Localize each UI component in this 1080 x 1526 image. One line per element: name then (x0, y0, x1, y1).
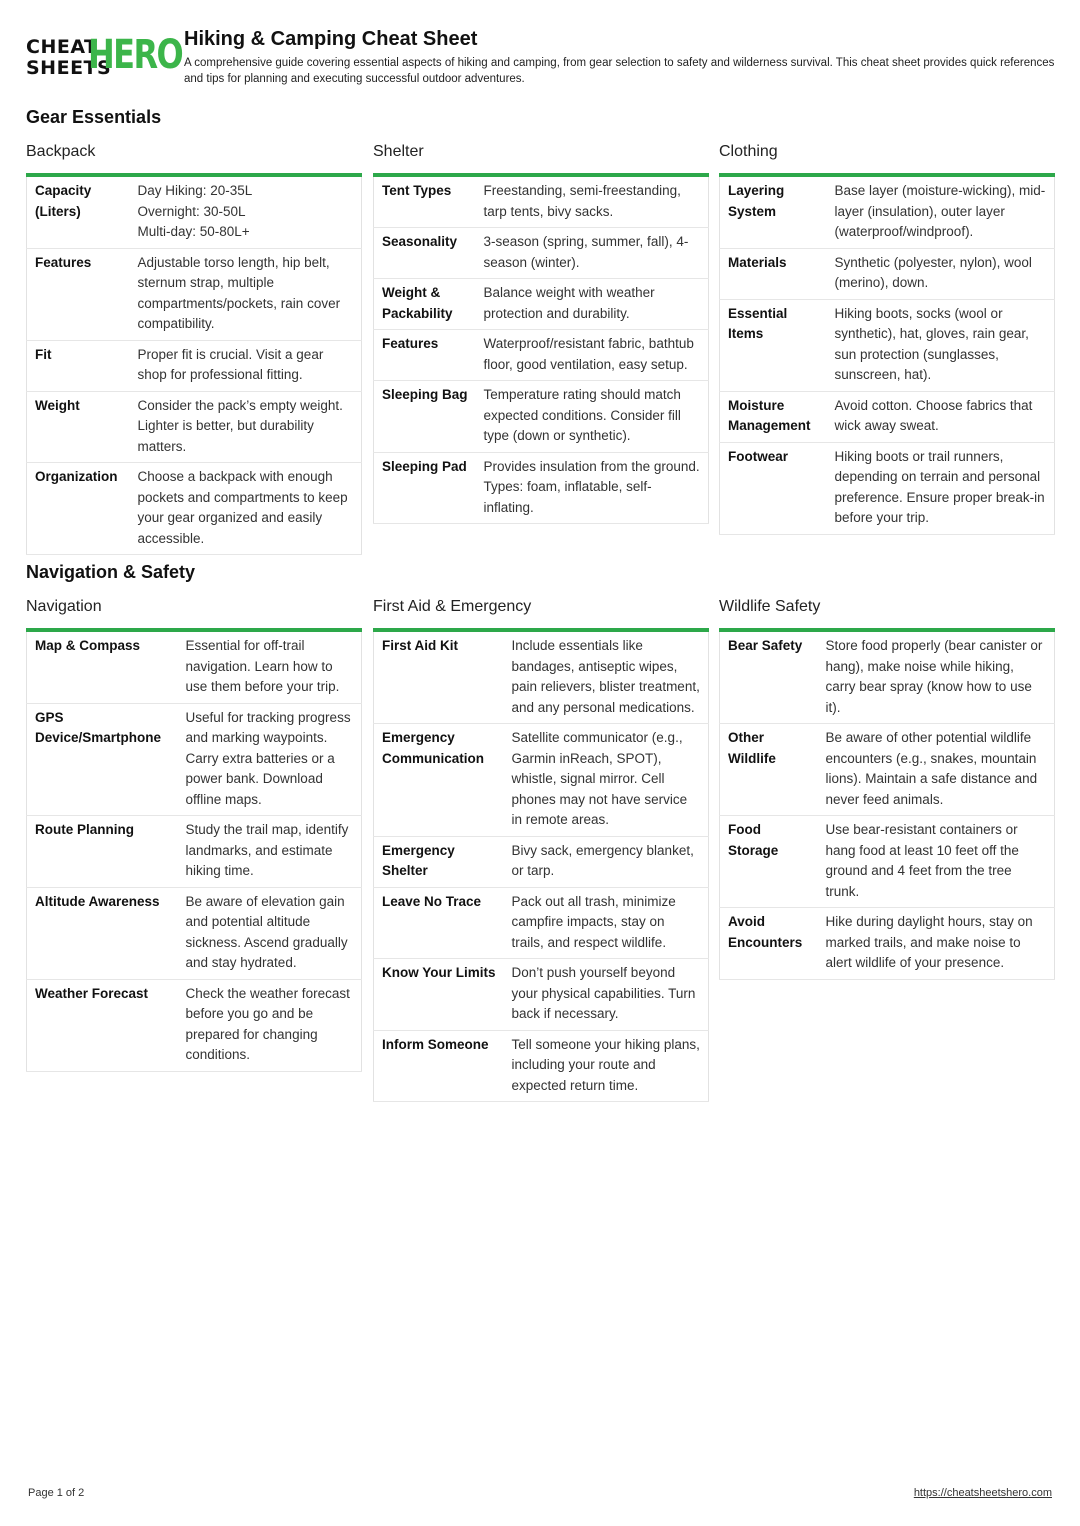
page-number: Page 1 of 2 (28, 1487, 85, 1499)
row-key: Weather Forecast (27, 979, 178, 1071)
row-key: Weight & Packability (374, 279, 476, 330)
row-key: Features (374, 330, 476, 381)
table-row (720, 442, 1055, 534)
table-row (27, 816, 362, 888)
table-row (720, 175, 1055, 248)
row-key: First Aid Kit (374, 630, 504, 724)
row-value: Proper fit is crucial. Visit a gear shop for professional fitting. (130, 340, 362, 391)
section-title-navigation-safety: Navigation & Safety (26, 562, 196, 582)
row-value: Choose a backpack with enough pockets and compartments to keep your gear organized and easily accessible. (130, 463, 362, 555)
footer-link[interactable]: https://cheatsheetshero.com (913, 1487, 1052, 1499)
row-value: Provides insulation from the ground. Types: foam, inflatable, self-inflating. (476, 452, 709, 524)
card-title: Clothing (719, 143, 778, 160)
row-key: Tent Types (374, 175, 476, 228)
card-shelter (373, 140, 709, 524)
row-value: Bivy sack, emergency blanket, or tarp. (504, 836, 709, 887)
table-row (374, 887, 709, 959)
row-value: Avoid cotton. Choose fabrics that wick away sweat. (827, 391, 1055, 442)
backpack-table (26, 173, 362, 555)
table-row (27, 391, 362, 463)
table-row (720, 816, 1055, 908)
row-value: Balance weight with weather protection and durability. (476, 279, 709, 330)
table-row (374, 175, 709, 228)
table-row (27, 979, 362, 1071)
row-key: Route Planning (27, 816, 178, 888)
table-row (27, 340, 362, 391)
row-value: 3-season (spring, summer, fall), 4-season (winter). (476, 228, 709, 279)
row-key: Food Storage (720, 816, 818, 908)
table-row (27, 703, 362, 816)
row-value: Store food properly (bear canister or hang), make noise while hiking, carry bear spray (know how to use it). (818, 630, 1055, 724)
row-value: Hiking boots, socks (wool or synthetic), hat, gloves, rain gear, sun protection (sunglasses, sunscreen, hat). (827, 299, 1055, 391)
row-value: Temperature rating should match expected conditions. Consider fill type (down or synthetic). (476, 381, 709, 453)
row-value (130, 175, 362, 248)
table-row (720, 724, 1055, 816)
table-row (374, 279, 709, 330)
row-key: Bear Safety (720, 630, 818, 724)
card-navigation (26, 595, 362, 1072)
table-row (374, 228, 709, 279)
row-key: Other Wildlife (720, 724, 818, 816)
row-key: Features (27, 248, 130, 340)
navigation-table (26, 628, 362, 1072)
row-value: Synthetic (polyester, nylon), wool (merino), down. (827, 248, 1055, 299)
row-key: Emergency Communication (374, 724, 504, 837)
table-row (374, 330, 709, 381)
card-wildlife-safety (719, 595, 1055, 980)
table-row (720, 391, 1055, 442)
row-key: Materials (720, 248, 827, 299)
row-value: Adjustable torso length, hip belt, sternum strap, multiple compartments/pockets, rain cover compatibility. (130, 248, 362, 340)
row-key: Avoid Encounters (720, 908, 818, 980)
row-value: Don’t push yourself beyond your physical capabilities. Turn back if necessary. (504, 959, 709, 1031)
section-title-gear-essentials: Gear Essentials (26, 107, 162, 127)
table-row (27, 175, 362, 248)
card-first-aid-emergency (373, 595, 709, 1102)
table-row (720, 630, 1055, 724)
row-value: Useful for tracking progress and marking waypoints. Carry extra batteries or a power bank. Download offline maps. (178, 703, 362, 816)
row-key: Know Your Limits (374, 959, 504, 1031)
row-key: Sleeping Bag (374, 381, 476, 453)
row-key: Sleeping Pad (374, 452, 476, 524)
row-value: Waterproof/resistant fabric, bathtub floor, good ventilation, easy setup. (476, 330, 709, 381)
table-row (374, 959, 709, 1031)
card-title: Shelter (373, 143, 424, 160)
row-value: Study the trail map, identify landmarks, and estimate hiking time. (178, 816, 362, 888)
shelter-table (373, 173, 709, 524)
wildlife-table (719, 628, 1055, 980)
logo-hero-text: HERO (88, 32, 183, 78)
row-key: Inform Someone (374, 1030, 504, 1102)
row-value: Use bear-resistant containers or hang food at least 10 feet off the ground and 4 feet from the tree trunk. (818, 816, 1055, 908)
row-value: Pack out all trash, minimize campfire impacts, stay on trails, and respect wildlife. (504, 887, 709, 959)
row-key: Capacity (Liters) (27, 175, 130, 248)
card-title: Navigation (26, 598, 102, 615)
table-row (374, 836, 709, 887)
row-value: Be aware of other potential wildlife encounters (e.g., snakes, mountain lions). Maintain a safe distance and never feed animals. (818, 724, 1055, 816)
row-key: Fit (27, 340, 130, 391)
row-value: Base layer (moisture-wicking), mid-layer (insulation), outer layer (waterproof/windproof). (827, 175, 1055, 248)
table-row (27, 248, 362, 340)
page-description: A comprehensive guide covering essential aspects of hiking and camping, from gear selection to safety and wilderness survival. This cheat sheet provides quick references and tips for planning and executing successful outdoor adventures. (184, 57, 1055, 85)
row-value: Check the weather forecast before you go and be prepared for changing conditions. (178, 979, 362, 1071)
row-key: Emergency Shelter (374, 836, 504, 887)
row-key: Footwear (720, 442, 827, 534)
logo-cheat-text: CHEAT (26, 36, 98, 58)
row-key: Weight (27, 391, 130, 463)
row-value: Include essentials like bandages, antiseptic wipes, pain relievers, blister treatment, and any personal medications. (504, 630, 709, 724)
table-row (720, 908, 1055, 980)
row-value: Be aware of elevation gain and potential altitude sickness. Ascend gradually and stay hydrated. (178, 887, 362, 979)
table-row (374, 724, 709, 837)
row-value: Essential for off-trail navigation. Learn how to use them before your trip. (178, 630, 362, 703)
row-key: Organization (27, 463, 130, 555)
card-title: Backpack (26, 143, 96, 160)
table-row (27, 630, 362, 703)
value-line: Day Hiking: 20-35L Overnight: 30-50L Multi-day: 50-80L+ (137, 183, 253, 239)
table-row (374, 630, 709, 724)
page-title: Hiking & Camping Cheat Sheet (184, 28, 478, 50)
card-title: First Aid & Emergency (373, 598, 532, 615)
table-row (27, 887, 362, 979)
page-header (26, 28, 1056, 98)
row-key: Leave No Trace (374, 887, 504, 959)
card-clothing (719, 140, 1055, 535)
row-key: Map & Compass (27, 630, 178, 703)
row-value: Freestanding, semi-freestanding, tarp tents, bivy sacks. (476, 175, 709, 228)
table-row (374, 1030, 709, 1102)
table-row (374, 452, 709, 524)
table-row (720, 299, 1055, 391)
row-key: Seasonality (374, 228, 476, 279)
row-key: GPS Device/Smartphone (27, 703, 178, 816)
first-aid-table (373, 628, 709, 1102)
row-key: Layering System (720, 175, 827, 248)
row-key: Altitude Awareness (27, 887, 178, 979)
logo-sheets-text: SHEETS (26, 57, 112, 79)
card-title: Wildlife Safety (719, 598, 821, 615)
row-key: Essential Items (720, 299, 827, 391)
row-value: Satellite communicator (e.g., Garmin inReach, SPOT), whistle, signal mirror. Cell phones may not have service in remote areas. (504, 724, 709, 837)
row-value: Consider the pack’s empty weight. Lighter is better, but durability matters. (130, 391, 362, 463)
row-value: Hike during daylight hours, stay on marked trails, and make noise to alert wildlife of your presence. (818, 908, 1055, 980)
row-value: Hiking boots or trail runners, depending on terrain and personal preference. Ensure proper break-in before your trip. (827, 442, 1055, 534)
cheatsheetshero-logo[interactable] (26, 32, 183, 82)
row-key: Moisture Management (720, 391, 827, 442)
card-backpack (26, 140, 362, 555)
table-row (374, 381, 709, 453)
table-row (27, 463, 362, 555)
table-row (720, 248, 1055, 299)
row-value: Tell someone your hiking plans, including your route and expected return time. (504, 1030, 709, 1102)
clothing-table (719, 173, 1055, 535)
